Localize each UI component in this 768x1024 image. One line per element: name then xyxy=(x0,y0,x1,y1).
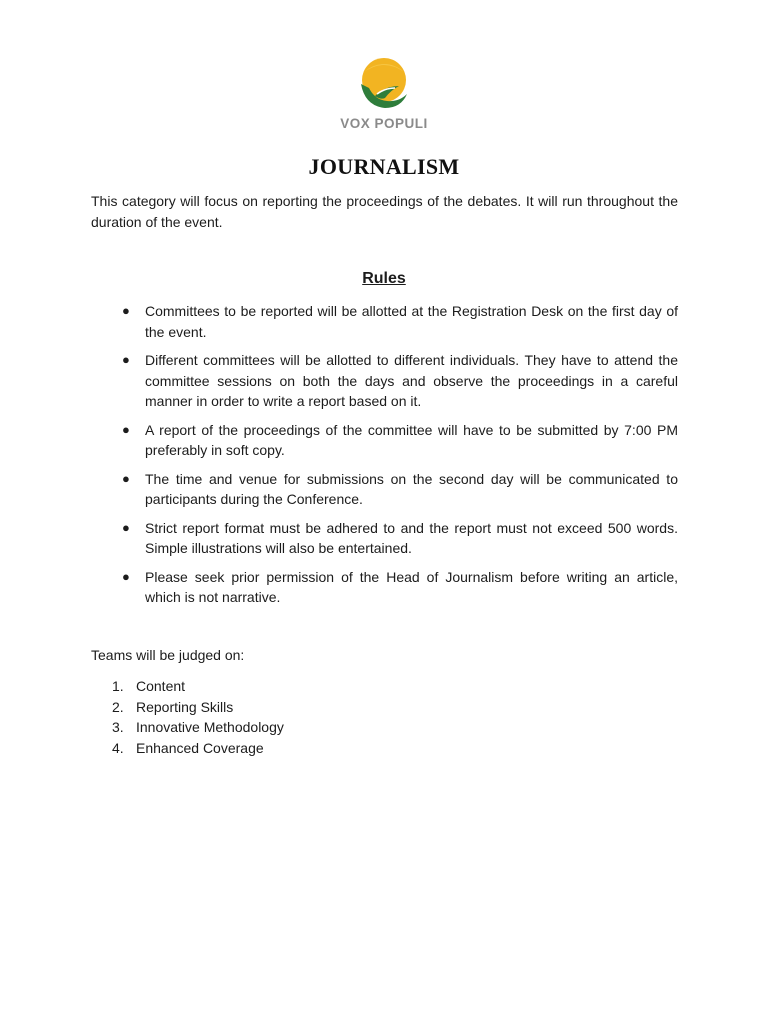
brand-name: VOX POPULI xyxy=(340,116,428,131)
bullet-icon: ● xyxy=(122,303,130,318)
criterion-item xyxy=(112,738,284,759)
bullet-icon: ● xyxy=(122,470,130,486)
bullet-icon: ● xyxy=(122,352,130,367)
rule-item xyxy=(122,350,678,412)
bullet-icon: ● xyxy=(122,421,130,437)
rule-text: Strict report format must be adhered to and the report must not exceed 500 words. Simple illustrations will also be entertained. xyxy=(145,519,678,556)
bullet-icon: ● xyxy=(122,568,130,584)
rule-item xyxy=(122,301,678,342)
rule-text: Committees to be reported will be allotted at the Registration Desk on the first day of the event. xyxy=(145,303,678,340)
judging-intro: Teams will be judged on: xyxy=(91,647,245,663)
rule-text: A report of the proceedings of the committee will have to be submitted by 7:00 PM preferably in soft copy. xyxy=(145,421,678,458)
rule-text: Please seek prior permission of the Head of Journalism before writing an article, which is not narrative. xyxy=(145,568,678,605)
logo xyxy=(0,56,768,131)
criterion-item xyxy=(112,717,284,738)
criterion-label: Innovative Methodology xyxy=(136,719,284,735)
vox-populi-logo-icon xyxy=(355,56,413,112)
criterion-number: 1. xyxy=(112,678,124,694)
rules-heading: Rules xyxy=(362,270,406,287)
page-title: JOURNALISM xyxy=(308,154,460,179)
rules-list xyxy=(122,301,678,608)
criterion-number: 3. xyxy=(112,719,124,735)
bullet-icon: ● xyxy=(122,519,130,535)
criterion-item xyxy=(112,676,284,697)
rule-text: Different committees will be allotted to different individuals. They have to attend the committee sessions on both the days and observe the proceedings in a careful manner in order to write a report based on it. xyxy=(145,352,678,409)
intro-paragraph: This category will focus on reporting the proceedings of the debates. It will run throughout the duration of the event. xyxy=(91,193,678,230)
rule-item xyxy=(122,567,678,608)
rule-item xyxy=(122,518,678,559)
criterion-item xyxy=(112,697,284,718)
criteria-list xyxy=(112,676,284,758)
criterion-label: Enhanced Coverage xyxy=(136,739,264,756)
criterion-label: Content xyxy=(136,678,186,694)
criterion-number: 2. xyxy=(112,698,124,715)
rule-item xyxy=(122,469,678,510)
rule-text: The time and venue for submissions on the second day will be communicated to participants during the Conference. xyxy=(145,470,678,507)
criterion-number: 4. xyxy=(112,739,124,756)
criterion-label: Reporting Skills xyxy=(136,698,234,715)
rule-item xyxy=(122,420,678,461)
